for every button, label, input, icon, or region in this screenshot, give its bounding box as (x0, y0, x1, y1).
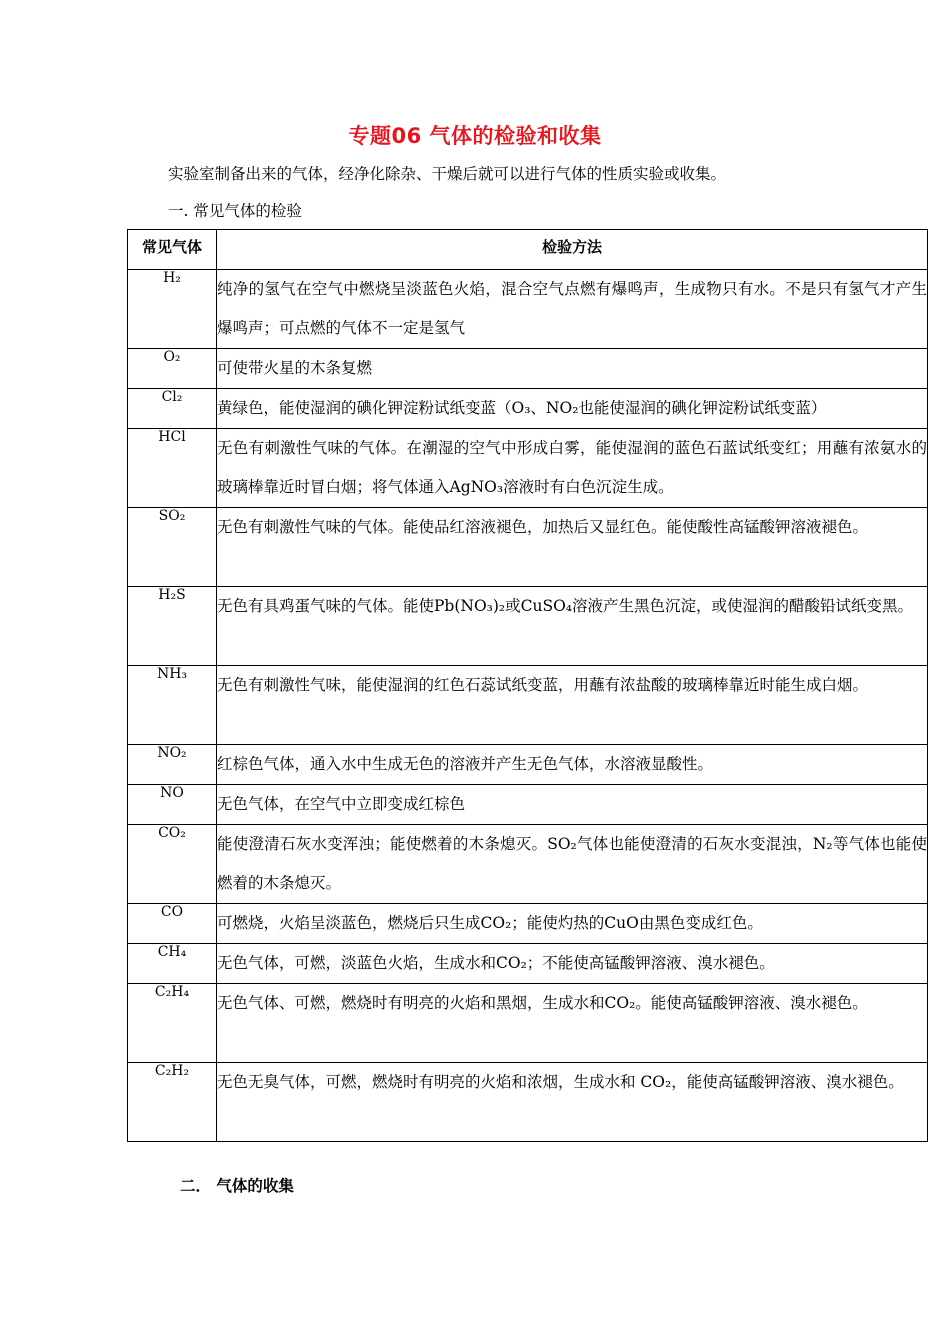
section-heading-gas-detection: 一. 常见气体的检验 (168, 202, 302, 220)
header-method: 检验方法 (217, 230, 928, 270)
table-row (128, 429, 928, 508)
method-text: 可燃烧，火焰呈淡蓝色，燃烧后只生成CO₂；能使灼热的CuO由黑色变成红色。 (217, 904, 928, 944)
table-row (128, 904, 928, 944)
table-row (128, 785, 928, 825)
method-text: 能使澄清石灰水变浑浊；能使燃着的木条熄灭。SO₂气体也能使澄清的石灰水变混浊，N₂等气体也能使燃着的木条熄灭。 (217, 825, 928, 904)
method-text: 无色有刺激性气味的气体。能使品红溶液褪色，加热后又显红色。能使酸性高锰酸钾溶液褪色。 (217, 508, 928, 587)
table-row (128, 666, 928, 745)
gas-name: CO₂ (128, 825, 217, 904)
intro-paragraph: 实验室制备出来的气体，经净化除杂、干燥后就可以进行气体的性质实验或收集。 (168, 165, 727, 183)
method-text: 无色气体，在空气中立即变成红棕色 (217, 785, 928, 825)
gas-detection-table (127, 229, 928, 1142)
gas-name: C₂H₄ (128, 984, 217, 1063)
table-row (128, 944, 928, 984)
gas-name: NO (128, 785, 217, 825)
method-text: 黄绿色，能使湿润的碘化钾淀粉试纸变蓝（O₃、NO₂也能使湿润的碘化钾淀粉试纸变蓝） (217, 389, 928, 429)
header-gas: 常见气体 (128, 230, 217, 270)
method-text: 无色有具鸡蛋气味的气体。能使Pb(NO₃)₂或CuSO₄溶液产生黑色沉淀，或使湿润的醋酸铅试纸变黑。 (217, 587, 928, 666)
method-text: 无色有刺激性气味，能使湿润的红色石蕊试纸变蓝，用蘸有浓盐酸的玻璃棒靠近时能生成白烟。 (217, 666, 928, 745)
table-row (128, 270, 928, 349)
table-row (128, 984, 928, 1063)
method-text: 无色有刺激性气味的气体。在潮湿的空气中形成白雾，能使湿润的蓝色石蓝试纸变红；用蘸有浓氨水的玻璃棒靠近时冒白烟；将气体通入AgNO₃溶液时有白色沉淀生成。 (217, 429, 928, 508)
gas-name: NO₂ (128, 745, 217, 785)
gas-name: HCl (128, 429, 217, 508)
table-row (128, 349, 928, 389)
gas-name: C₂H₂ (128, 1063, 217, 1142)
method-text: 红棕色气体，通入水中生成无色的溶液并产生无色气体，水溶液显酸性。 (217, 745, 928, 785)
gas-name: SO₂ (128, 508, 217, 587)
table-row (128, 745, 928, 785)
table-row (128, 508, 928, 587)
table-row (128, 825, 928, 904)
method-text: 无色气体、可燃，燃烧时有明亮的火焰和黑烟，生成水和CO₂。能使高锰酸钾溶液、溴水褪色。 (217, 984, 928, 1063)
gas-name: H₂S (128, 587, 217, 666)
gas-name: NH₃ (128, 666, 217, 745)
gas-name: H₂ (128, 270, 217, 349)
table-row (128, 587, 928, 666)
table-row (128, 1063, 928, 1142)
method-text: 可使带火星的木条复燃 (217, 349, 928, 389)
gas-name: CO (128, 904, 217, 944)
table-header-row (128, 230, 928, 270)
gas-name: Cl₂ (128, 389, 217, 429)
method-text: 无色气体，可燃，淡蓝色火焰，生成水和CO₂；不能使高锰酸钾溶液、溴水褪色。 (217, 944, 928, 984)
gas-name: O₂ (128, 349, 217, 389)
gas-name: CH₄ (128, 944, 217, 984)
section-heading-gas-collection: 二． 气体的收集 (180, 1177, 294, 1195)
table-row (128, 389, 928, 429)
method-text: 无色无臭气体，可燃，燃烧时有明亮的火焰和浓烟，生成水和 CO₂，能使高锰酸钾溶液、溴水褪色。 (217, 1063, 928, 1142)
page-title: 专题06 气体的检验和收集 (348, 124, 602, 148)
method-text: 纯净的氢气在空气中燃烧呈淡蓝色火焰，混合空气点燃有爆鸣声，生成物只有水。不是只有氢气才产生爆鸣声；可点燃的气体不一定是氢气 (217, 270, 928, 349)
